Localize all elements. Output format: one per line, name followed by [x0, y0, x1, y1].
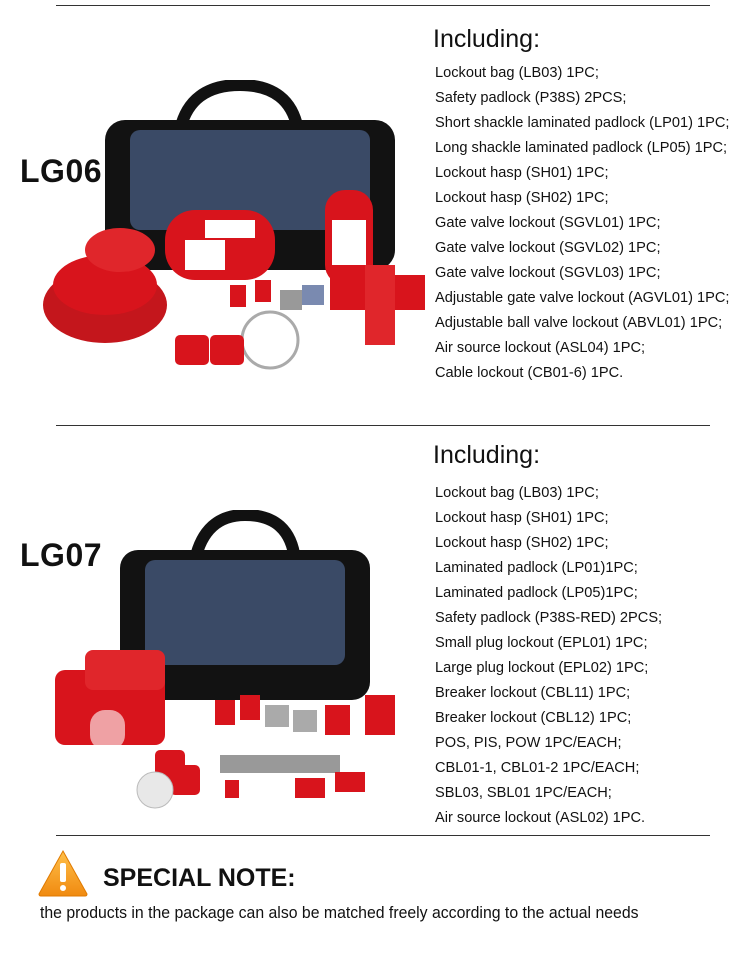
list-item: Adjustable gate valve lockout (AGVL01) 1PC; — [435, 290, 730, 306]
kit-including-heading: Including: — [433, 25, 541, 53]
list-item: SBL03, SBL01 1PC/EACH; — [435, 785, 612, 801]
divider-bottom — [56, 835, 710, 836]
list-item: Breaker lockout (CBL12) 1PC; — [435, 710, 632, 726]
list-item: Gate valve lockout (SGVL02) 1PC; — [435, 240, 661, 256]
kit-model-label: LG07 — [20, 537, 103, 573]
list-item: Air source lockout (ASL04) 1PC; — [435, 340, 646, 356]
list-item: Lockout bag (LB03) 1PC; — [435, 485, 599, 501]
list-item: Safety padlock (P38S) 2PCS; — [435, 90, 627, 106]
special-note-text: the products in the package can also be matched freely according to the actual needs — [40, 903, 639, 922]
warning-triangle-icon — [37, 849, 89, 897]
list-item: Lockout hasp (SH01) 1PC; — [435, 165, 609, 181]
kit-lg06-contents-list — [435, 61, 729, 386]
list-item: Short shackle laminated padlock (LP01) 1PC; — [435, 115, 730, 131]
divider-middle — [56, 425, 710, 426]
list-item: Lockout bag (LB03) 1PC; — [435, 65, 599, 81]
kit-lg07-contents-list — [435, 481, 662, 831]
list-item: Lockout hasp (SH01) 1PC; — [435, 510, 609, 526]
kit-including-heading: Including: — [433, 441, 541, 469]
kit-model-label: LG06 — [20, 153, 103, 189]
kit-lg07-product-photo — [45, 510, 415, 820]
list-item: Breaker lockout (CBL11) 1PC; — [435, 685, 631, 701]
list-item: POS, PIS, POW 1PC/EACH; — [435, 735, 622, 751]
special-note-title: SPECIAL NOTE: — [103, 864, 296, 892]
list-item: Adjustable ball valve lockout (ABVL01) 1PC; — [435, 315, 723, 331]
kit-lg06-product-photo — [40, 80, 430, 380]
list-item: CBL01-1, CBL01-2 1PC/EACH; — [435, 760, 640, 776]
list-item: Long shackle laminated padlock (LP05) 1PC; — [435, 140, 728, 156]
list-item: Gate valve lockout (SGVL03) 1PC; — [435, 265, 661, 281]
list-item: Large plug lockout (EPL02) 1PC; — [435, 660, 649, 676]
list-item: Gate valve lockout (SGVL01) 1PC; — [435, 215, 661, 231]
list-item: Laminated padlock (LP05)1PC; — [435, 585, 638, 601]
list-item: Lockout hasp (SH02) 1PC; — [435, 190, 609, 206]
list-item: Air source lockout (ASL02) 1PC. — [435, 810, 646, 826]
list-item: Safety padlock (P38S-RED) 2PCS; — [435, 610, 663, 626]
list-item: Small plug lockout (EPL01) 1PC; — [435, 635, 648, 651]
list-item: Lockout hasp (SH02) 1PC; — [435, 535, 609, 551]
list-item: Laminated padlock (LP01)1PC; — [435, 560, 638, 576]
divider-top — [56, 5, 710, 6]
list-item: Cable lockout (CB01-6) 1PC. — [435, 365, 624, 381]
